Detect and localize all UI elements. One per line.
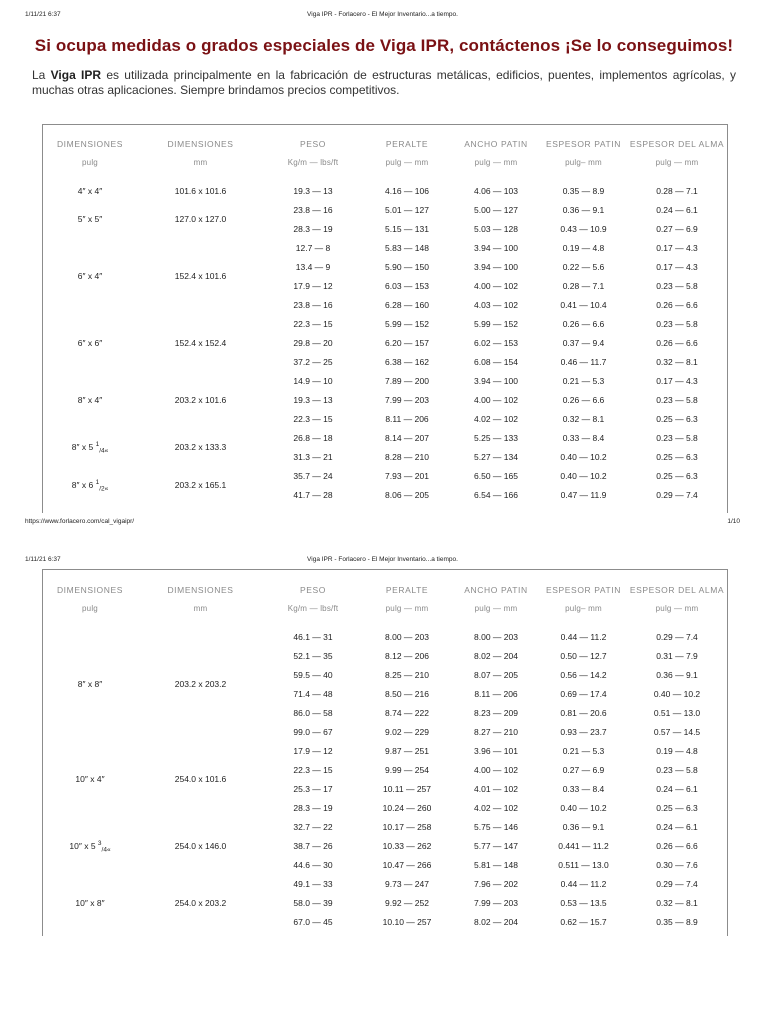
peso-cell: 86.0 — 58 xyxy=(293,707,333,718)
column-header xyxy=(264,125,362,181)
peralte-cell: 6.03 — 153 xyxy=(385,280,429,291)
peralte-cell: 8.12 — 206 xyxy=(385,650,429,661)
espesor-alma-cell: 0.24 — 6.1 xyxy=(656,783,698,794)
espesor-alma-cell: 0.23 — 5.8 xyxy=(656,318,698,329)
peralte-cell: 8.50 — 216 xyxy=(385,688,429,699)
column-header-label: DIMENSIONES xyxy=(56,139,124,149)
intro-lead: La xyxy=(32,68,51,82)
column-header-unit: pulg — mm xyxy=(655,603,699,613)
peralte-cell: 4.16 — 106 xyxy=(385,185,429,196)
column-header xyxy=(540,570,627,627)
peso-cell: 28.3 — 19 xyxy=(293,802,333,813)
peso-cell: 29.8 — 20 xyxy=(293,337,333,348)
dimension-pulg-cell: 6″ x 4″ xyxy=(77,271,103,281)
peso-cell: 17.9 — 12 xyxy=(293,745,333,756)
column-header-label: DIMENSIONES xyxy=(56,584,124,595)
ancho-patin-cell: 7.96 — 202 xyxy=(474,878,518,889)
espesor-patin-cell: 0.36 — 9.1 xyxy=(562,821,605,832)
espesor-patin-cell: 0.441 — 11.2 xyxy=(558,840,609,851)
espesor-patin-cell: 0.40 — 10.2 xyxy=(560,451,607,462)
espesor-alma-cell: 0.26 — 6.6 xyxy=(656,840,698,851)
ancho-patin-cell: 5.81 — 148 xyxy=(474,859,518,870)
column-header xyxy=(627,570,727,627)
espesor-patin-cell: 0.93 — 23.7 xyxy=(560,726,607,737)
peso-cell: 71.4 — 48 xyxy=(293,688,333,699)
table-row xyxy=(43,874,727,893)
column-header xyxy=(627,125,727,181)
column-header-label: PESO xyxy=(299,139,327,149)
ancho-patin-cell: 4.02 — 102 xyxy=(474,802,518,813)
espesor-patin-cell: 0.41 — 10.4 xyxy=(560,299,607,310)
column-header xyxy=(43,570,137,627)
print-timestamp: 1/11/21 6:37 xyxy=(25,556,61,563)
dimension-pulg-cell: 10″ x 8″ xyxy=(75,897,105,908)
espesor-patin-cell: 0.22 — 5.6 xyxy=(562,261,605,272)
ancho-patin-cell: 6.08 — 154 xyxy=(474,356,518,367)
espesor-patin-cell: 0.46 — 11.7 xyxy=(560,356,607,367)
espesor-patin-cell: 0.21 — 5.3 xyxy=(562,375,605,386)
ancho-patin-cell: 5.00 — 127 xyxy=(474,204,518,215)
espesor-alma-cell: 0.19 — 4.8 xyxy=(656,745,698,756)
column-header-unit: pulg — mm xyxy=(474,603,518,613)
table-row xyxy=(43,238,727,257)
ancho-patin-cell: 3.94 — 100 xyxy=(474,261,518,272)
espesor-alma-cell: 0.25 — 6.3 xyxy=(656,451,698,462)
espesor-alma-cell: 0.25 — 6.3 xyxy=(656,413,698,424)
table-row xyxy=(43,466,727,485)
peralte-cell: 8.25 — 210 xyxy=(385,669,429,680)
espesor-alma-cell: 0.25 — 6.3 xyxy=(656,802,698,813)
peralte-cell: 9.92 — 252 xyxy=(385,897,429,908)
peso-cell: 19.3 — 13 xyxy=(293,185,333,196)
espesor-patin-cell: 0.36 — 9.1 xyxy=(562,204,605,215)
column-header-label: ESPESOR PATIN xyxy=(545,584,622,595)
column-header-unit: Kg/m — lbs/ft xyxy=(287,603,339,613)
peso-cell: 31.3 — 21 xyxy=(293,451,333,462)
intro-text: es utilizada principalmente en la fabricación de estructuras metálicas, edificios, puentes, implementos agrícolas, y muchas otras aplicaciones. Siempre brindamos precios competitivos. xyxy=(32,68,736,97)
print-page-title: Viga IPR - Forlacero - El Mejor Inventario...a tiempo. xyxy=(307,556,458,563)
espesor-alma-cell: 0.23 — 5.8 xyxy=(656,764,698,775)
ancho-patin-cell: 4.01 — 102 xyxy=(474,783,518,794)
dimension-mm-cell: 203.2 x 165.1 xyxy=(174,480,227,490)
column-header xyxy=(137,125,264,181)
peso-cell: 99.0 — 67 xyxy=(293,726,333,737)
column-header xyxy=(452,570,540,627)
peso-cell: 19.3 — 13 xyxy=(293,394,333,405)
peralte-cell: 10.33 — 262 xyxy=(382,840,432,851)
ancho-patin-cell: 6.50 — 165 xyxy=(474,470,518,481)
dimension-pulg-cell: 4″ x 4″ xyxy=(77,185,103,196)
column-header-unit: pulg xyxy=(82,158,98,167)
peralte-cell: 10.11 — 257 xyxy=(382,783,432,794)
peralte-cell: 7.93 — 201 xyxy=(385,470,429,481)
peso-cell: 52.1 — 35 xyxy=(293,650,333,661)
espesor-alma-cell: 0.23 — 5.8 xyxy=(656,394,698,405)
espesor-alma-cell: 0.57 — 14.5 xyxy=(653,726,701,737)
peralte-cell: 6.38 — 162 xyxy=(385,356,429,367)
column-header-label: ANCHO PATIN xyxy=(464,139,528,149)
print-header xyxy=(25,11,740,23)
peralte-cell: 8.14 — 207 xyxy=(385,432,429,443)
peso-cell: 38.7 — 26 xyxy=(293,840,333,851)
column-header xyxy=(452,125,540,181)
espesor-alma-cell: 0.35 — 8.9 xyxy=(656,916,698,927)
espesor-alma-cell: 0.17 — 4.3 xyxy=(656,261,698,272)
column-header-label: PESO xyxy=(299,584,327,595)
espesor-patin-cell: 0.32 — 8.1 xyxy=(562,413,605,424)
espesor-patin-cell: 0.40 — 10.2 xyxy=(560,802,607,813)
peralte-cell: 6.20 — 157 xyxy=(385,337,429,348)
column-header-unit: pulg — mm xyxy=(385,603,429,613)
espesor-alma-cell: 0.31 — 7.9 xyxy=(656,650,698,661)
peso-cell: 23.8 — 16 xyxy=(293,204,333,215)
ancho-patin-cell: 6.02 — 153 xyxy=(474,337,518,348)
espesor-alma-cell: 0.17 — 4.3 xyxy=(656,242,698,253)
column-header xyxy=(540,125,627,181)
espesor-alma-cell: 0.29 — 7.4 xyxy=(656,878,698,889)
column-header-unit: pulg– mm xyxy=(565,158,602,167)
column-header xyxy=(264,570,362,627)
ancho-patin-cell: 4.00 — 102 xyxy=(474,764,518,775)
espesor-patin-cell: 0.40 — 10.2 xyxy=(560,470,607,481)
espesor-patin-cell: 0.69 — 17.4 xyxy=(560,688,607,699)
peralte-cell: 5.99 — 152 xyxy=(385,318,429,329)
espesor-alma-cell: 0.51 — 13.0 xyxy=(653,707,701,718)
peralte-cell: 5.90 — 150 xyxy=(385,261,429,272)
ancho-patin-cell: 5.03 — 128 xyxy=(474,223,518,234)
espesor-patin-cell: 0.44 — 11.2 xyxy=(560,878,607,889)
peso-cell: 44.6 — 30 xyxy=(293,859,333,870)
peso-cell: 49.1 — 33 xyxy=(293,878,333,889)
column-header-unit: pulg — mm xyxy=(474,158,518,167)
print-page-title: Viga IPR - Forlacero - El Mejor Inventario...a tiempo. xyxy=(307,11,458,18)
peralte-cell: 10.47 — 266 xyxy=(382,859,432,870)
espesor-alma-cell: 0.23 — 5.8 xyxy=(656,432,698,443)
peso-cell: 13.4 — 9 xyxy=(295,261,331,272)
peso-cell: 28.3 — 19 xyxy=(293,223,333,234)
dimension-mm-cell: 254.0 x 146.0 xyxy=(174,840,227,851)
espesor-alma-cell: 0.30 — 7.6 xyxy=(656,859,698,870)
peralte-cell: 5.01 — 127 xyxy=(385,204,429,215)
specs-table-page-2 xyxy=(42,569,728,936)
espesor-alma-cell: 0.29 — 7.4 xyxy=(656,489,698,500)
column-header-unit: pulg xyxy=(82,603,98,613)
peralte-cell: 10.10 — 257 xyxy=(382,916,432,927)
peso-cell: 26.8 — 18 xyxy=(293,432,333,443)
espesor-alma-cell: 0.27 — 6.9 xyxy=(656,223,698,234)
espesor-patin-cell: 0.35 — 8.9 xyxy=(562,185,605,196)
column-header xyxy=(137,570,264,627)
peso-cell: 59.5 — 40 xyxy=(293,669,333,680)
ancho-patin-cell: 8.11 — 206 xyxy=(474,688,518,699)
espesor-patin-cell: 0.47 — 11.9 xyxy=(560,489,607,500)
peralte-cell: 10.17 — 258 xyxy=(382,821,432,832)
column-header-unit: Kg/m — lbs/ft xyxy=(287,158,339,167)
column-header xyxy=(43,125,137,181)
ancho-patin-cell: 7.99 — 203 xyxy=(474,897,518,908)
print-header-page-2 xyxy=(25,556,740,568)
table-row xyxy=(43,627,727,646)
ancho-patin-cell: 4.00 — 102 xyxy=(474,280,518,291)
espesor-alma-cell: 0.26 — 6.6 xyxy=(656,337,698,348)
table-header-row xyxy=(43,125,727,181)
dimension-mm-cell: 203.2 x 101.6 xyxy=(174,394,227,405)
dimension-fraction-numerator: 3 xyxy=(97,839,102,847)
dimension-mm-cell: 203.2 x 133.3 xyxy=(174,442,227,452)
peso-cell: 23.8 — 16 xyxy=(293,299,333,310)
peso-cell: 12.7 — 8 xyxy=(295,242,331,253)
espesor-patin-cell: 0.56 — 14.2 xyxy=(560,669,607,680)
peralte-cell: 10.24 — 260 xyxy=(382,802,432,813)
table-row xyxy=(43,200,727,219)
dimension-pulg-main: 8″ x 6 xyxy=(71,480,96,490)
column-header xyxy=(362,570,452,627)
espesor-patin-cell: 0.21 — 5.3 xyxy=(562,745,605,756)
espesor-patin-cell: 0.26 — 6.6 xyxy=(562,394,605,405)
peralte-cell: 8.28 — 210 xyxy=(385,451,429,462)
column-header-unit: mm xyxy=(193,158,208,167)
column-header-label: ANCHO PATIN xyxy=(464,584,528,595)
espesor-alma-cell: 0.29 — 7.4 xyxy=(656,631,698,642)
espesor-alma-cell: 0.24 — 6.1 xyxy=(656,204,698,215)
espesor-patin-cell: 0.511 — 13.0 xyxy=(558,859,609,870)
ancho-patin-cell: 8.00 — 203 xyxy=(474,631,518,642)
espesor-alma-cell: 0.23 — 5.8 xyxy=(656,280,698,291)
ancho-patin-cell: 4.00 — 102 xyxy=(474,394,518,405)
peralte-cell: 8.06 — 205 xyxy=(385,489,429,500)
espesor-patin-cell: 0.53 — 13.5 xyxy=(560,897,607,908)
peso-cell: 41.7 — 28 xyxy=(293,489,333,500)
ancho-patin-cell: 5.75 — 146 xyxy=(474,821,518,832)
column-header-label: ESPESOR PATIN xyxy=(545,139,622,149)
dimension-pulg-cell xyxy=(43,428,137,466)
peralte-cell: 9.73 — 247 xyxy=(385,878,429,889)
espesor-patin-cell: 0.28 — 7.1 xyxy=(562,280,605,291)
intro-product-name: Viga IPR xyxy=(50,68,102,82)
peralte-cell: 8.00 — 203 xyxy=(385,631,429,642)
print-footer xyxy=(25,518,740,530)
peso-cell: 25.3 — 17 xyxy=(293,783,333,794)
dimension-pulg-cell xyxy=(43,466,137,504)
ancho-patin-cell: 8.07 — 205 xyxy=(474,669,518,680)
peso-cell: 22.3 — 15 xyxy=(293,764,333,775)
column-header-label: ESPESOR DEL ALMA xyxy=(629,139,725,149)
dimension-mm-cell: 254.0 x 203.2 xyxy=(174,897,227,908)
peso-cell: 58.0 — 39 xyxy=(293,897,333,908)
espesor-alma-cell: 0.26 — 6.6 xyxy=(656,299,698,310)
espesor-alma-cell: 0.24 — 6.1 xyxy=(656,821,698,832)
espesor-alma-cell: 0.40 — 10.2 xyxy=(653,688,701,699)
dimension-fraction-denominator: /4« xyxy=(101,846,111,854)
specs-table-page-1 xyxy=(42,124,728,513)
espesor-patin-cell: 0.27 — 6.9 xyxy=(562,764,605,775)
peso-cell: 46.1 — 31 xyxy=(293,631,333,642)
dimension-pulg-cell: 10″ x 4″ xyxy=(75,774,105,784)
footer-url[interactable]: https://www.forlacero.com/cal_vigaipr/ xyxy=(25,518,135,525)
espesor-patin-cell: 0.43 — 10.9 xyxy=(560,223,607,234)
table-row xyxy=(43,817,727,836)
dimension-mm-cell: 152.4 x 152.4 xyxy=(174,337,227,348)
ancho-patin-cell: 5.77 — 147 xyxy=(474,840,518,851)
peso-cell: 22.3 — 15 xyxy=(293,318,333,329)
peralte-cell: 5.15 — 131 xyxy=(385,223,429,234)
ancho-patin-cell: 8.02 — 204 xyxy=(474,650,518,661)
espesor-patin-cell: 0.33 — 8.4 xyxy=(562,432,605,443)
peralte-cell: 8.74 — 222 xyxy=(385,707,429,718)
ancho-patin-cell: 8.23 — 209 xyxy=(474,707,518,718)
dimension-fraction-numerator: 1 xyxy=(95,441,100,449)
peso-cell: 32.7 — 22 xyxy=(293,821,333,832)
intro-paragraph xyxy=(32,68,736,97)
peso-cell: 14.9 — 10 xyxy=(293,375,333,386)
table-row xyxy=(43,428,727,447)
table-row xyxy=(43,314,727,333)
column-header-label: DIMENSIONES xyxy=(167,584,234,595)
espesor-patin-cell: 0.26 — 6.6 xyxy=(562,318,605,329)
column-header-label: PERALTE xyxy=(385,139,429,149)
peralte-cell: 7.99 — 203 xyxy=(385,394,429,405)
ancho-patin-cell: 5.27 — 134 xyxy=(474,451,518,462)
dimension-fraction-numerator: 1 xyxy=(95,479,100,487)
peralte-cell: 5.83 — 148 xyxy=(385,242,429,253)
headline: Si ocupa medidas o grados especiales de Viga IPR, contáctenos ¡Se lo conseguimos! xyxy=(34,36,734,55)
espesor-patin-cell: 0.19 — 4.8 xyxy=(562,242,605,253)
ancho-patin-cell: 3.96 — 101 xyxy=(474,745,518,756)
peso-cell: 17.9 — 12 xyxy=(293,280,333,291)
print-timestamp: 1/11/21 6:37 xyxy=(25,11,61,18)
table-row xyxy=(43,741,727,760)
espesor-patin-cell: 0.50 — 12.7 xyxy=(560,650,607,661)
dimension-pulg-cell: 8″ x 4″ xyxy=(77,394,103,405)
ancho-patin-cell: 4.02 — 102 xyxy=(474,413,518,424)
table-header-row xyxy=(43,570,727,627)
ancho-patin-cell: 8.27 — 210 xyxy=(474,726,518,737)
dimension-fraction-denominator: /4« xyxy=(99,447,109,455)
column-header-unit: mm xyxy=(193,603,208,613)
column-header-unit: pulg– mm xyxy=(565,603,602,613)
espesor-patin-cell: 0.81 — 20.6 xyxy=(560,707,607,718)
espesor-alma-cell: 0.32 — 8.1 xyxy=(656,356,698,367)
ancho-patin-cell: 5.99 — 152 xyxy=(474,318,518,329)
peralte-cell: 9.99 — 254 xyxy=(385,764,429,775)
dimension-mm-cell: 203.2 x 203.2 xyxy=(174,679,227,689)
ancho-patin-cell: 4.03 — 102 xyxy=(474,299,518,310)
column-header-unit: pulg — mm xyxy=(655,158,699,167)
ancho-patin-cell: 5.25 — 133 xyxy=(474,432,518,443)
peralte-cell: 9.02 — 229 xyxy=(385,726,429,737)
ancho-patin-cell: 3.94 — 100 xyxy=(474,375,518,386)
peso-cell: 37.2 — 25 xyxy=(293,356,333,367)
dimension-pulg-cell xyxy=(43,817,137,874)
ancho-patin-cell: 3.94 — 100 xyxy=(474,242,518,253)
espesor-patin-cell: 0.62 — 15.7 xyxy=(560,916,607,927)
peso-cell: 67.0 — 45 xyxy=(293,916,333,927)
dimension-pulg-main: 10″ x 5 xyxy=(69,840,98,851)
ancho-patin-cell: 8.02 — 204 xyxy=(474,916,518,927)
column-header-unit: pulg — mm xyxy=(385,158,429,167)
peso-cell: 35.7 — 24 xyxy=(293,470,333,481)
espesor-patin-cell: 0.33 — 8.4 xyxy=(562,783,605,794)
peso-cell: 22.3 — 15 xyxy=(293,413,333,424)
peralte-cell: 8.11 — 206 xyxy=(385,413,429,424)
peralte-cell: 6.28 — 160 xyxy=(385,299,429,310)
espesor-alma-cell: 0.25 — 6.3 xyxy=(656,470,698,481)
ancho-patin-cell: 6.54 — 166 xyxy=(474,489,518,500)
espesor-patin-cell: 0.37 — 9.4 xyxy=(562,337,605,348)
dimension-pulg-cell: 5″ x 5″ xyxy=(77,214,103,224)
espesor-patin-cell: 0.44 — 11.2 xyxy=(560,631,607,642)
peralte-cell: 9.87 — 251 xyxy=(385,745,429,756)
espesor-alma-cell: 0.28 — 7.1 xyxy=(656,185,698,196)
peralte-cell: 7.89 — 200 xyxy=(385,375,429,386)
table-row xyxy=(43,371,727,390)
ancho-patin-cell: 4.06 — 103 xyxy=(474,185,518,196)
column-header-label: DIMENSIONES xyxy=(167,139,234,149)
dimension-pulg-main: 8″ x 5 xyxy=(71,442,96,452)
column-header-label: ESPESOR DEL ALMA xyxy=(629,584,725,595)
column-header-label: PERALTE xyxy=(385,584,429,595)
column-header xyxy=(362,125,452,181)
footer-page-number: 1/10 xyxy=(727,518,740,525)
table-row xyxy=(43,181,727,200)
dimension-mm-cell: 152.4 x 101.6 xyxy=(174,271,227,281)
dimension-pulg-cell: 6″ x 6″ xyxy=(77,337,103,348)
dimension-mm-cell: 254.0 x 101.6 xyxy=(174,774,227,784)
dimension-fraction-denominator: /2« xyxy=(99,485,109,493)
dimension-mm-cell: 127.0 x 127.0 xyxy=(174,214,227,224)
dimension-pulg-cell: 8″ x 8″ xyxy=(77,679,103,689)
espesor-alma-cell: 0.32 — 8.1 xyxy=(656,897,698,908)
espesor-alma-cell: 0.17 — 4.3 xyxy=(656,375,698,386)
dimension-mm-cell: 101.6 x 101.6 xyxy=(174,185,227,196)
espesor-alma-cell: 0.36 — 9.1 xyxy=(656,669,698,680)
